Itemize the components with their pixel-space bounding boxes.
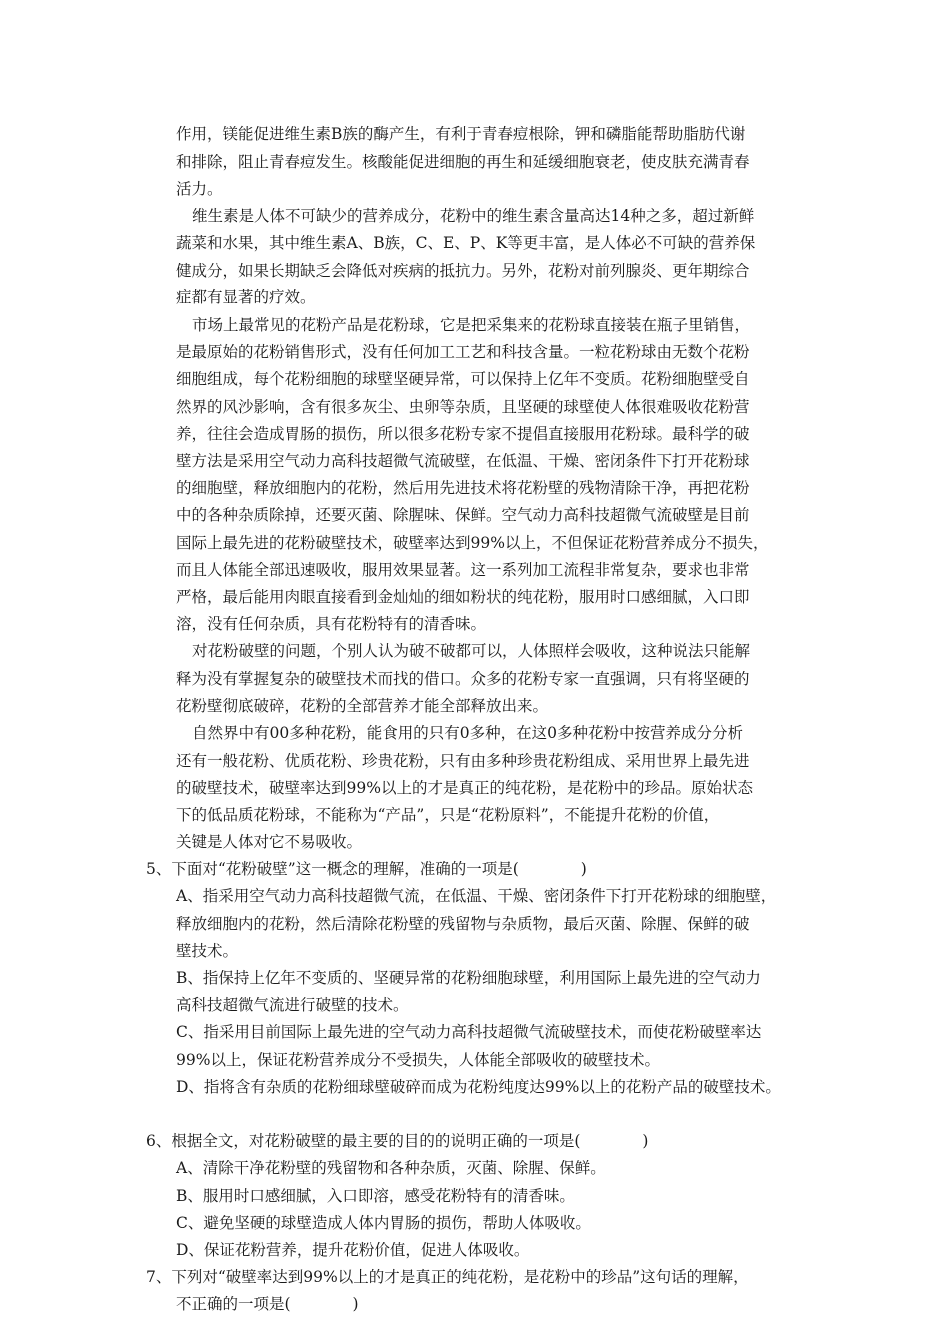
passage-line: 是最原始的花粉销售形式，没有任何加工工艺和科技含量。一粒花粉球由无数个花粉 xyxy=(176,343,750,361)
passage-line: 作用，镁能促进维生素B族的酶产生，有利于青春痘根除，钾和磷脂能帮助脂肪代谢 xyxy=(176,125,746,143)
option-a: A、清除干净花粉壁的残留物和各种杂质，灭菌、除腥、保鲜。 xyxy=(176,1159,606,1177)
passage-line: 关键是人体对它不易吸收。 xyxy=(176,833,363,851)
question-stem-cont: 不正确的一项是( ) xyxy=(176,1295,359,1313)
passage-line: 自然界中有00多种花粉，能食用的只有0多种，在这0多种花粉中按营养成分分析 xyxy=(192,724,743,742)
passage-line: 溶，没有任何杂质，具有花粉特有的清香味。 xyxy=(176,615,487,633)
option-a-cont: 释放细胞内的花粉，然后清除花粉壁的残留物与杂质物，最后灭菌、除腥、保鲜的破 xyxy=(176,915,750,933)
option-c: C、指采用目前国际上最先进的空气动力高科技超微气流破壁技术，而使花粉破壁率达 xyxy=(176,1023,762,1041)
passage-line: 活力。 xyxy=(176,180,223,198)
passage-line: 养，往往会造成胃肠的损伤，所以很多花粉专家不提倡直接服用花粉球。最科学的破 xyxy=(176,425,750,443)
question-stem: 7、下列对“破壁率达到99%以上的才是真正的纯花粉，是花粉中的珍品”这句话的理解， xyxy=(146,1268,749,1286)
option-d: D、指将含有杂质的花粉细球壁破碎而成为花粉纯度达99%以上的花粉产品的破壁技术。 xyxy=(176,1078,781,1096)
passage-line: 健成分，如果长期缺乏会降低对疾病的抵抗力。另外，花粉对前列腺炎、更年期综合 xyxy=(176,262,750,280)
option-c: C、避免坚硬的球壁造成人体内胃肠的损伤，帮助人体吸收。 xyxy=(176,1214,591,1232)
option-b: B、服用时口感细腻，入口即溶，感受花粉特有的清香味。 xyxy=(176,1187,575,1205)
question-stem: 5、下面对“花粉破壁”这一概念的理解，准确的一项是( ) xyxy=(146,860,587,878)
passage-line: 细胞组成，每个花粉细胞的球壁坚硬异常，可以保持上亿年不变质。花粉细胞壁受自 xyxy=(176,370,750,388)
option-a-cont: 壁技术。 xyxy=(176,942,239,960)
option-c-cont: 99%以上，保证花粉营养成分不受损失，人体能全部吸收的破壁技术。 xyxy=(176,1051,660,1069)
passage-line: 然界的风沙影响，含有很多灰尘、虫卵等杂质，且坚硬的球壁使人体很难吸收花粉营 xyxy=(176,398,750,416)
passage-line: 还有一般花粉、优质花粉、珍贵花粉，只有由多种珍贵花粉组成、采用世界上最先进 xyxy=(176,752,750,770)
passage-line: 严格，最后能用肉眼直接看到金灿灿的细如粉状的纯花粉，服用时口感细腻，入口即 xyxy=(176,588,750,606)
passage-line: 的细胞壁，释放细胞内的花粉，然后用先进技术将花粉壁的残物清除干净，再把花粉 xyxy=(176,479,750,497)
passage-line: 花粉壁彻底破碎，花粉的全部营养才能全部释放出来。 xyxy=(176,697,549,715)
option-b: B、指保持上亿年不变质的、坚硬异常的花粉细胞球壁，利用国际上最先进的空气动力 xyxy=(176,969,761,987)
passage-line: 和排除，阻止青春痘发生。核酸能促进细胞的再生和延缓细胞衰老，使皮肤充满青春 xyxy=(176,153,750,171)
passage-line: 下的低品质花粉球，不能称为“产品”，只是“花粉原料”，不能提升花粉的价值， xyxy=(176,806,720,824)
passage-line: 对花粉破壁的问题，个别人认为破不破都可以，人体照样会吸收，这种说法只能解 xyxy=(192,642,751,660)
passage-line: 维生素是人体不可缺少的营养成分，花粉中的维生素含量高达14种之多，超过新鲜 xyxy=(192,207,755,225)
passage-line: 市场上最常见的花粉产品是花粉球，它是把采集来的花粉球直接装在瓶子里销售， xyxy=(192,316,751,334)
passage-line: 释为没有掌握复杂的破壁技术而找的借口。众多的花粉专家一直强调，只有将坚硬的 xyxy=(176,670,750,688)
question-stem: 6、根据全文，对花粉破壁的最主要的目的的说明正确的一项是( ) xyxy=(146,1132,649,1150)
passage-line: 的破壁技术，破壁率达到99%以上的才是真正的纯花粉，是花粉中的珍品。原始状态 xyxy=(176,779,753,797)
passage-line: 中的各种杂质除掉，还要灭菌、除腥味、保鲜。空气动力高科技超微气流破壁是目前 xyxy=(176,506,750,524)
option-a: A、指采用空气动力高科技超微气流，在低温、干燥、密闭条件下打开花粉球的细胞壁， xyxy=(176,887,777,905)
option-b-cont: 高科技超微气流进行破壁的技术。 xyxy=(176,996,409,1014)
passage-line: 国际上最先进的花粉破壁技术，破壁率达到99%以上，不但保证花粉营养成分不损失， xyxy=(176,534,769,552)
passage-line: 蔬菜和水果，其中维生素A、B族，C、E、P、K等更丰富，是人体必不可缺的营养保 xyxy=(176,234,756,252)
passage-line: 而且人体能全部迅速吸收，服用效果显著。这一系列加工流程非常复杂，要求也非常 xyxy=(176,561,750,579)
passage-line: 壁方法是采用空气动力高科技超微气流破壁，在低温、干燥、密闭条件下打开花粉球 xyxy=(176,452,750,470)
passage-line: 症都有显著的疗效。 xyxy=(176,288,316,306)
option-d: D、保证花粉营养，提升花粉价值，促进人体吸收。 xyxy=(176,1241,530,1259)
